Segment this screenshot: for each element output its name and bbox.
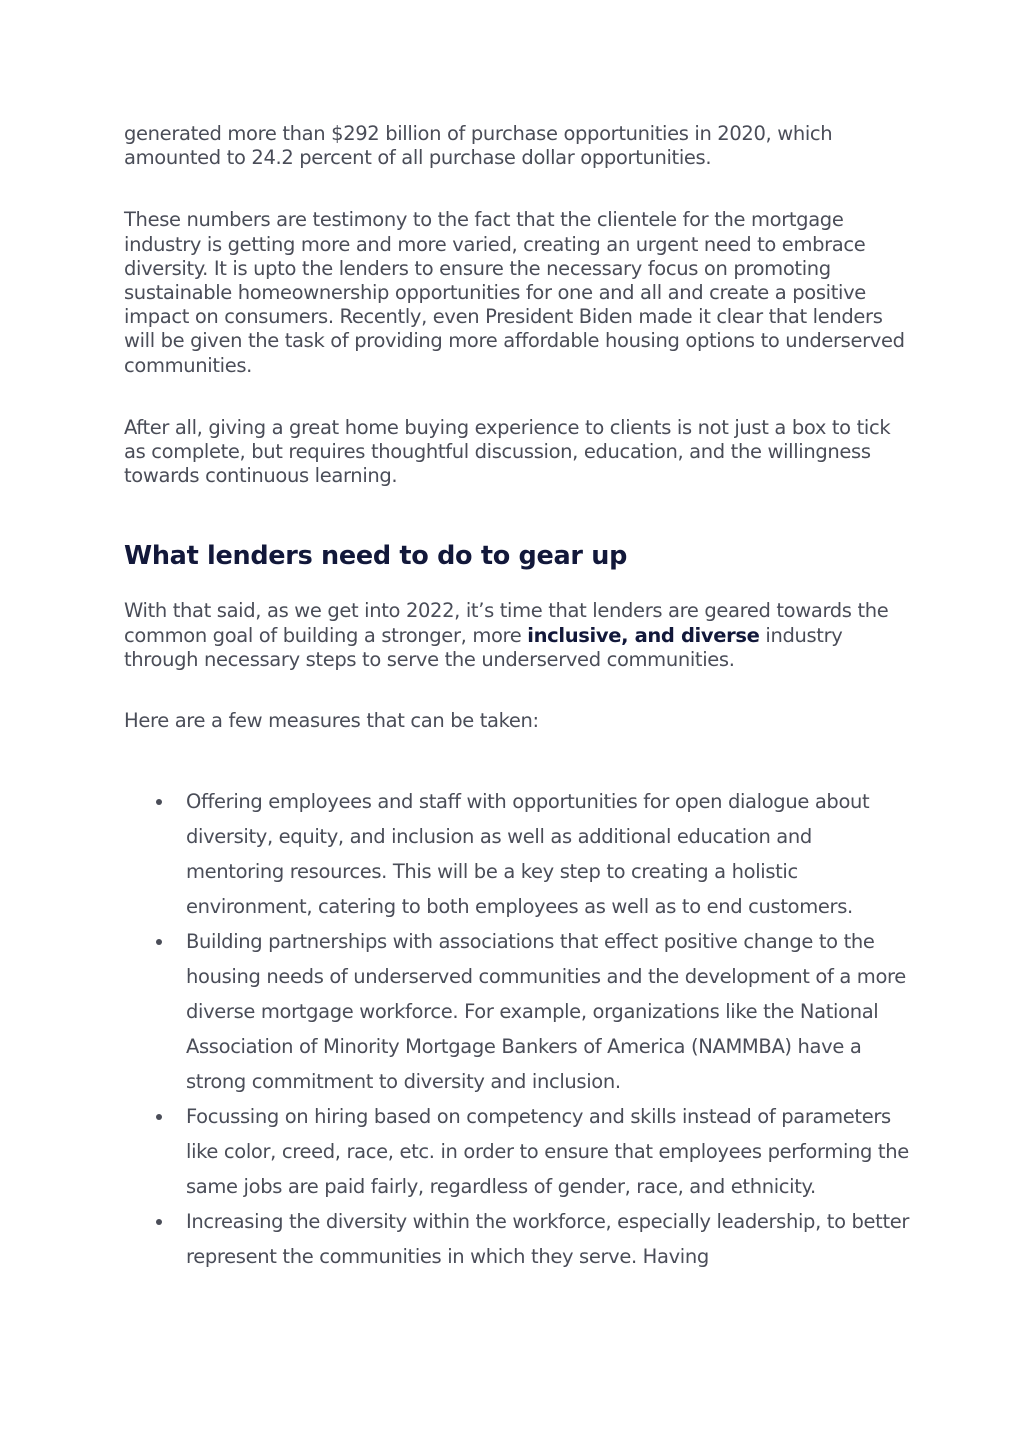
intro-text-end: industry through necessary steps to serve the underserved communities. <box>124 623 843 671</box>
paragraph-measures-lead: Here are a few measures that can be taken: <box>124 709 539 733</box>
bullet-icon <box>156 799 162 805</box>
bullet-icon <box>156 1114 162 1120</box>
paragraph-home-buying-experience: After all, giving a great home buying experience to clients is not just a box to tick as complete, but requires thoughtful discussion, education, and the willingness towards continuous learning. <box>124 415 891 488</box>
document-page <box>124 122 914 1274</box>
paragraph-section-intro <box>124 599 914 672</box>
list-item <box>124 1099 914 1204</box>
list-item <box>124 784 914 924</box>
list-item-text: Focussing on hiring based on competency and skills instead of parameters like color, creed, race, etc. in order to ensure that employees performing the same jobs are paid fairly, regardless of gender, race, and ethnicity. <box>186 1105 909 1199</box>
list-item <box>124 1204 914 1274</box>
intro-bold-text: inclusive, and diverse <box>527 623 760 647</box>
paragraph-purchase-opportunities: generated more than $292 billion of purchase opportunities in 2020, which amounted to 24.2 percent of all purchase dollar opportunities. <box>124 122 833 170</box>
paragraph-clientele-diversity: These numbers are testimony to the fact that the clientele for the mortgage industry is getting more and more varied, creating an urgent need to embrace diversity. It is upto the lenders to ensure the necessary focus on promoting sustainable homeownership opportunities for one and all and create a positive impact on consumers. Recently, even President Biden made it clear that lenders will be given the task of providing more affordable housing options to underserved communities. <box>124 208 905 377</box>
list-item-text: Offering employees and staff with opportunities for open dialogue about diversity, equity, and inclusion as well as additional education and mentoring resources. This will be a key step to creating a holistic environment, catering to both employees as well as to end customers. <box>186 790 870 919</box>
list-item-text: Building partnerships with associations that effect positive change to the housing needs of underserved communities and the development of a more diverse mortgage workforce. For example, organizations like the National Association of Minority Mortgage Bankers of America (NAMMBA) have a strong commitment to diversity and inclusion. <box>186 930 906 1094</box>
intro-text-start: With that said, as we get into 2022, it’s time that lenders are geared towards the common goal of building a stronger, more <box>124 599 889 647</box>
list-item-text: Increasing the diversity within the workforce, especially leadership, to better represent the communities in which they serve. Having <box>186 1210 910 1269</box>
section-heading: What lenders need to do to gear up <box>124 541 628 572</box>
list-item <box>124 924 914 1099</box>
bullet-icon <box>156 1219 162 1225</box>
measures-list <box>124 784 914 1274</box>
bullet-icon <box>156 939 162 945</box>
